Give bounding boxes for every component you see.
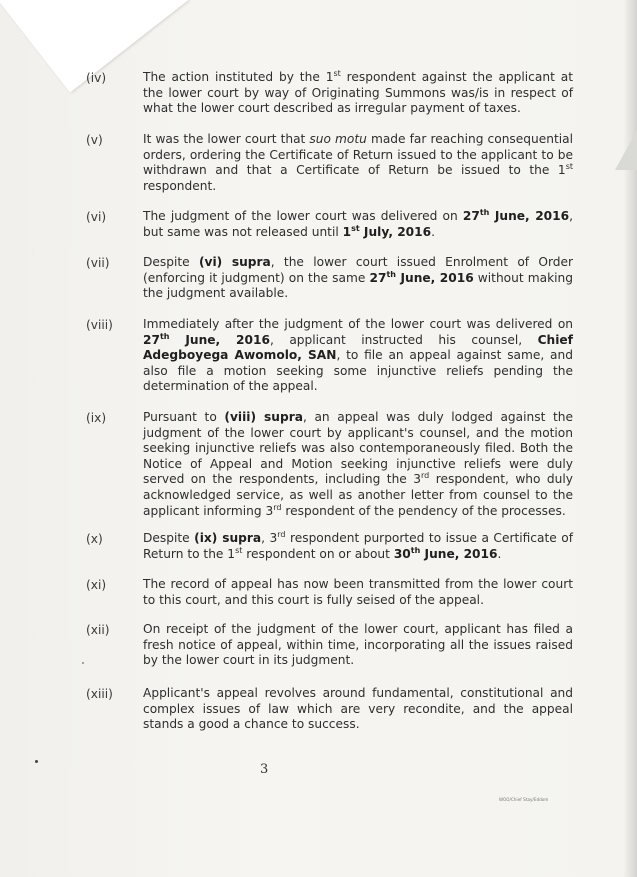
item-number: (xii) bbox=[86, 623, 110, 637]
item-number: (iv) bbox=[86, 71, 107, 85]
item-paragraph: Despite (vi) supra, the lower court issued Enrolment of Order (enforcing it judgment) on the same 27th June, 2016 without making the judgment available. bbox=[143, 255, 573, 301]
item-paragraph: The record of appeal has now been transmitted from the lower court to this court, and this court is fully seised of the appeal. bbox=[143, 577, 573, 607]
item-paragraph: The action instituted by the 1st respondent against the applicant at the lower court by way of Originating Summons was/is in respect of what the lower court described as irregular payment of taxes. bbox=[143, 68, 573, 116]
item-number: (ix) bbox=[86, 411, 107, 425]
item-paragraph: It was the lower court that suo motu made far reaching consequential orders, ordering the Certificate of Return issued to the applicant to be withdrawn and that a Certificate of Return be issued to the 1st respondent. bbox=[143, 132, 573, 193]
scan-speck bbox=[35, 760, 38, 763]
page-number: 3 bbox=[260, 762, 269, 777]
item-paragraph: On receipt of the judgment of the lower court, applicant has filed a fresh notice of appeal, within time, incorporating all the issues raised by the lower court in its judgment. bbox=[143, 622, 573, 668]
item-number: (xi) bbox=[86, 578, 107, 592]
item-paragraph: Immediately after the judgment of the lower court was delivered on 27th June, 2016, applicant instructed his counsel, Chief Adegboyega Awomolo, SAN, to file an appeal against same, and also file a motion seeking some injunctive reliefs pending the determination of the appeal. bbox=[143, 317, 573, 394]
item-paragraph: Despite (ix) supra, 3rd respondent purported to issue a Certificate of Return to the 1st respondent on or about 30th June, 2016. bbox=[143, 529, 573, 561]
item-number: (viii) bbox=[86, 318, 113, 332]
item-number: (v) bbox=[86, 133, 103, 147]
item-number: (vi) bbox=[86, 210, 107, 224]
item-number: (vii) bbox=[86, 256, 110, 270]
item-paragraph: Applicant's appeal revolves around fundamental, constitutional and complex issues of law which are very recondite, and the appeal stands a good a chance to success. bbox=[143, 686, 573, 732]
item-number: (xiii) bbox=[86, 687, 113, 701]
item-paragraph: The judgment of the lower court was delivered on 27th June, 2016, but same was not released until 1st July, 2016. bbox=[143, 207, 573, 239]
scan-speck bbox=[82, 662, 84, 664]
item-number: (x) bbox=[86, 532, 103, 546]
item-paragraph: Pursuant to (viii) supra, an appeal was duly lodged against the judgment of the lower court by applicant's counsel, and the motion seeking injunctive reliefs was also contemporaneously filed. Both the Notice of Appeal and Motion seeking injunctive reliefs were duly served on the respondents, including the 3rd respondent, who duly acknowledged service, as well as another letter from counsel to the applicant informing 3rd respondent of the pendency of the processes. bbox=[143, 410, 574, 518]
footer-reference: WOO/Chief Stay/Eddom bbox=[499, 797, 549, 802]
